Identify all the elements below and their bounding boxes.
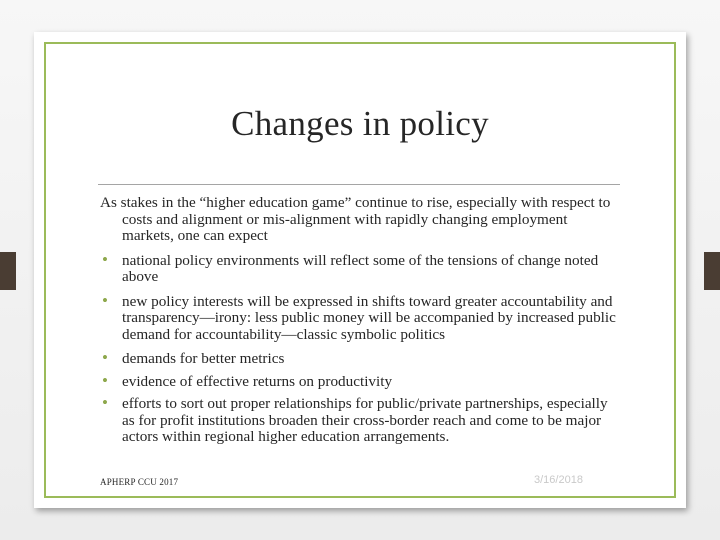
bullet-icon: • xyxy=(102,370,108,390)
slide-card xyxy=(34,32,686,508)
list-item xyxy=(100,393,620,446)
list-item-text: new policy interests will be expressed in shifts toward greater accountability and transparency—irony: less public money will be accompanied by increased public demand for accountability—classic symbolic politics xyxy=(122,292,616,343)
bullet-icon: • xyxy=(102,393,108,412)
slide-date: 3/16/2018 xyxy=(534,474,583,486)
left-side-tab xyxy=(0,252,16,290)
slide-title: Changes in policy xyxy=(231,104,489,143)
list-item-text: evidence of effective returns on productivity xyxy=(122,372,393,390)
bullet-list xyxy=(100,249,620,446)
bullet-icon: • xyxy=(102,290,108,310)
slide-body xyxy=(100,195,620,446)
title-divider xyxy=(98,184,620,185)
footer-text: APHERP CCU 2017 xyxy=(100,477,179,487)
list-item-text: demands for better metrics xyxy=(122,350,285,367)
list-item xyxy=(100,370,620,391)
bullet-icon: • xyxy=(102,249,108,269)
list-item-text: efforts to sort out proper relationships for public/private partnerships, especially as for profit institutions broaden their cross-border reach and come to be major actors within regional higher education arrangements. xyxy=(122,395,608,445)
list-item xyxy=(100,290,620,344)
list-item xyxy=(100,249,620,286)
right-side-tab xyxy=(704,252,720,290)
bullet-icon: • xyxy=(102,348,108,367)
intro-paragraph: As stakes in the “higher education game” continue to rise, especially with respect to costs and alignment or mis-alignment with rapidly changing employment markets, one can expect xyxy=(100,194,611,244)
list-item-text: national policy environments will reflect some of the tensions of change noted above xyxy=(122,251,599,285)
list-item xyxy=(100,348,620,368)
